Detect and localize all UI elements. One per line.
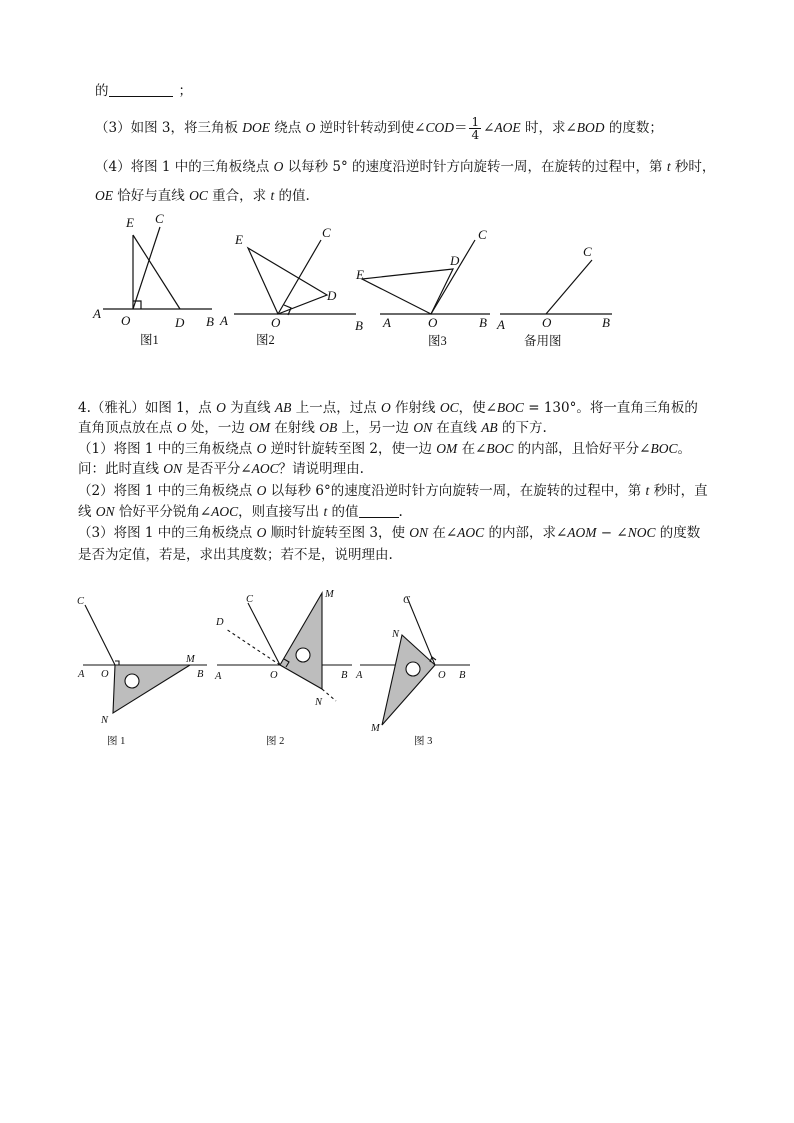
caption-fig1: 图 1 [107, 736, 126, 747]
label-d: D [175, 315, 185, 330]
math: AOE [494, 120, 521, 135]
math: O [273, 159, 284, 174]
label-o: O [428, 315, 438, 330]
math: BOD [576, 120, 605, 135]
text: ？请说明理由. [278, 461, 364, 477]
text: 作射线 [390, 400, 440, 416]
math: BOC [486, 441, 514, 456]
text: 绕点 [270, 120, 306, 136]
text: 的度数 [655, 525, 701, 541]
label-b: B [602, 315, 610, 330]
text: 秒时，直 [649, 483, 708, 499]
math: O [381, 400, 391, 415]
label-a: A [215, 671, 222, 682]
set-square-fig2 [280, 593, 322, 689]
label-c: C [403, 595, 411, 606]
text: 恰好平分锐角∠ [114, 504, 212, 520]
question-3-text [95, 116, 663, 141]
label-o: O [438, 670, 446, 681]
label-a: A [383, 315, 391, 330]
dashed-extension-fig2 [322, 689, 336, 701]
label-b: B [197, 669, 204, 680]
label-o: O [101, 669, 109, 680]
label-c: C [155, 211, 164, 226]
math: O [256, 525, 267, 540]
label-c: C [322, 225, 331, 240]
math: OB [319, 420, 338, 435]
label-a: A [356, 670, 363, 681]
label-b: B [355, 318, 363, 333]
text: ＝ [453, 120, 468, 136]
text: 为直线 [225, 400, 275, 416]
text: 时，求∠ [520, 120, 577, 136]
caption-fig3: 图3 [428, 334, 447, 348]
label-b: B [459, 670, 466, 681]
text: 线 [78, 504, 96, 520]
math: AB [274, 400, 292, 415]
math: AOM [567, 525, 597, 540]
set-square-fig3 [382, 635, 435, 725]
ray-oc-fig3 [431, 240, 475, 314]
set-square-hole-fig1 [125, 674, 139, 688]
label-m: M [325, 589, 334, 600]
text: 4.（雅礼）如图 1，点 [78, 400, 217, 416]
math: ON [413, 420, 433, 435]
text: 顺时针旋转至图 3，使 [266, 525, 410, 541]
math: O [176, 420, 187, 435]
text: . [398, 504, 403, 520]
caption-fig1: 图1 [140, 333, 159, 347]
text: 重合，求 [207, 188, 271, 204]
label-d: D [327, 288, 337, 303]
math: t [270, 188, 275, 203]
label-a: A [220, 313, 228, 328]
math: O [256, 441, 267, 456]
math: AOC [211, 504, 239, 519]
right-angle-mark-fig1 [115, 661, 119, 665]
text: ，则直接写出 [238, 504, 324, 520]
text: 的值. [274, 188, 310, 204]
math: AOC [251, 461, 279, 476]
answer-blank [109, 83, 173, 97]
label-d: D [216, 617, 224, 628]
math: t [323, 504, 328, 519]
math: ON [409, 525, 429, 540]
q4-line2 [78, 419, 547, 437]
q4-line3 [78, 440, 691, 458]
q4-line5 [78, 482, 708, 500]
math: OM [249, 420, 271, 435]
question-4-text-line1 [95, 158, 715, 176]
set-square-hole-fig3 [406, 662, 420, 676]
text: 以每秒 5° 的速度沿逆时针方向旋转一周，在旋转的过程中，第 [283, 159, 667, 175]
ray-oc-fig1 [133, 227, 160, 309]
math: OM [436, 441, 458, 456]
text: 以每秒 6°的速度沿逆时针方向旋转一周，在旋转的过程中，第 [266, 483, 646, 499]
math: AB [481, 420, 498, 435]
math: COD [425, 120, 454, 135]
figure-row-1 [0, 205, 794, 355]
label-o: O [542, 315, 552, 330]
caption-fig3: 图 3 [414, 736, 433, 747]
ray-oc-fig4 [546, 260, 592, 314]
math: ON [95, 504, 115, 519]
caption-backup-fig: 备用图 [524, 334, 562, 348]
q4-line6 [78, 503, 403, 521]
text: ，使∠ [458, 400, 497, 416]
ray-oc-fig2 [278, 240, 321, 314]
q4-line8 [78, 546, 393, 564]
math: OE [95, 188, 113, 203]
text: 恰好与直线 [113, 188, 190, 204]
fraction [469, 116, 481, 141]
label-b: B [341, 670, 348, 681]
math: O [216, 400, 226, 415]
text: 的下方. [497, 420, 547, 436]
label-c: C [478, 227, 487, 242]
label-e: E [356, 267, 364, 282]
text: 的内部，且恰好平分∠ [513, 441, 651, 457]
label-a: A [78, 669, 85, 680]
text: ∠ [483, 120, 495, 136]
figure-row-2 [0, 585, 794, 755]
text: 逆时针旋转至图 2，使一边 [266, 441, 437, 457]
math: BOC [496, 400, 524, 415]
text: （3）将图 1 中的三角板绕点 [78, 525, 257, 541]
set-square-hole-fig2 [296, 648, 310, 662]
text: = 130°。将一直角三角板的 [523, 400, 698, 416]
text: ； [178, 83, 192, 99]
q4-line4 [78, 460, 364, 478]
text: （2）将图 1 中的三角板绕点 [78, 483, 257, 499]
text: 上一点，过点 [291, 400, 381, 416]
label-o: O [271, 315, 281, 330]
dashed-line-od-fig2 [226, 629, 280, 665]
math: ON [163, 461, 183, 476]
caption-fig2: 图 2 [266, 736, 285, 747]
text: 在∠ [457, 441, 487, 457]
text: （4）将图 1 中的三角板绕点 [95, 159, 274, 175]
math: OC [439, 400, 459, 415]
text: 直角顶点放在点 [78, 420, 177, 436]
text: 上，另一边 [337, 420, 414, 436]
text: 是否为定值，若是，求出其度数；若不是，说明理由. [78, 547, 393, 563]
label-a: A [497, 317, 505, 332]
ray-oc-fig2 [248, 603, 280, 665]
text: （1）将图 1 中的三角板绕点 [78, 441, 257, 457]
text: 的值 [327, 504, 359, 520]
answer-line [95, 82, 192, 100]
triangle-doe-fig2 [248, 248, 327, 314]
math: t [645, 483, 650, 498]
text: 在直线 [432, 420, 482, 436]
text: 是否平分∠ [182, 461, 252, 477]
math: OC [189, 188, 208, 203]
math: DOE [242, 120, 271, 135]
text: 在射线 [270, 420, 320, 436]
text: 问：此时直线 [78, 461, 164, 477]
math: BOC [650, 441, 678, 456]
label-c: C [77, 596, 85, 607]
answer-blank [359, 504, 399, 518]
text: 的度数； [604, 120, 663, 136]
text: 的 [95, 83, 109, 99]
label-b: B [479, 315, 487, 330]
text: 处，一边 [186, 420, 250, 436]
label-n: N [392, 629, 400, 640]
label-o: O [270, 670, 278, 681]
label-n: N [101, 715, 109, 726]
label-a: A [93, 306, 101, 321]
label-b: B [206, 314, 214, 329]
text: 逆时针转动到使∠ [315, 120, 426, 136]
label-e: E [126, 215, 134, 230]
text: （3）如图 3，将三角板 [95, 120, 243, 136]
set-square-fig1 [113, 665, 190, 713]
label-m: M [371, 723, 380, 734]
text: 秒时， [670, 159, 716, 175]
math: NOC [627, 525, 656, 540]
fraction-numerator: 1 [471, 115, 480, 129]
math: t [666, 159, 671, 174]
math: O [305, 120, 316, 135]
text: 在∠ [428, 525, 458, 541]
label-n: N [315, 697, 323, 708]
question-4-text-line2 [95, 187, 310, 205]
segment-ed-fig1 [133, 235, 180, 309]
math: O [256, 483, 267, 498]
label-o: O [121, 313, 131, 328]
q4-line7 [78, 524, 700, 542]
ray-oc-fig1 [85, 605, 115, 665]
text: 的内部，求∠ [484, 525, 568, 541]
triangle-doe-fig3 [362, 269, 453, 314]
label-m: M [186, 654, 195, 665]
text: 。 [677, 441, 691, 457]
fraction-denominator: 4 [471, 128, 480, 142]
label-c: C [583, 244, 592, 259]
label-d: D [450, 253, 460, 268]
caption-fig2: 图2 [256, 333, 275, 347]
math: AOC [457, 525, 485, 540]
label-e: E [235, 232, 243, 247]
text: − ∠ [596, 525, 628, 541]
label-c: C [246, 594, 254, 605]
q4-line1 [78, 399, 698, 417]
